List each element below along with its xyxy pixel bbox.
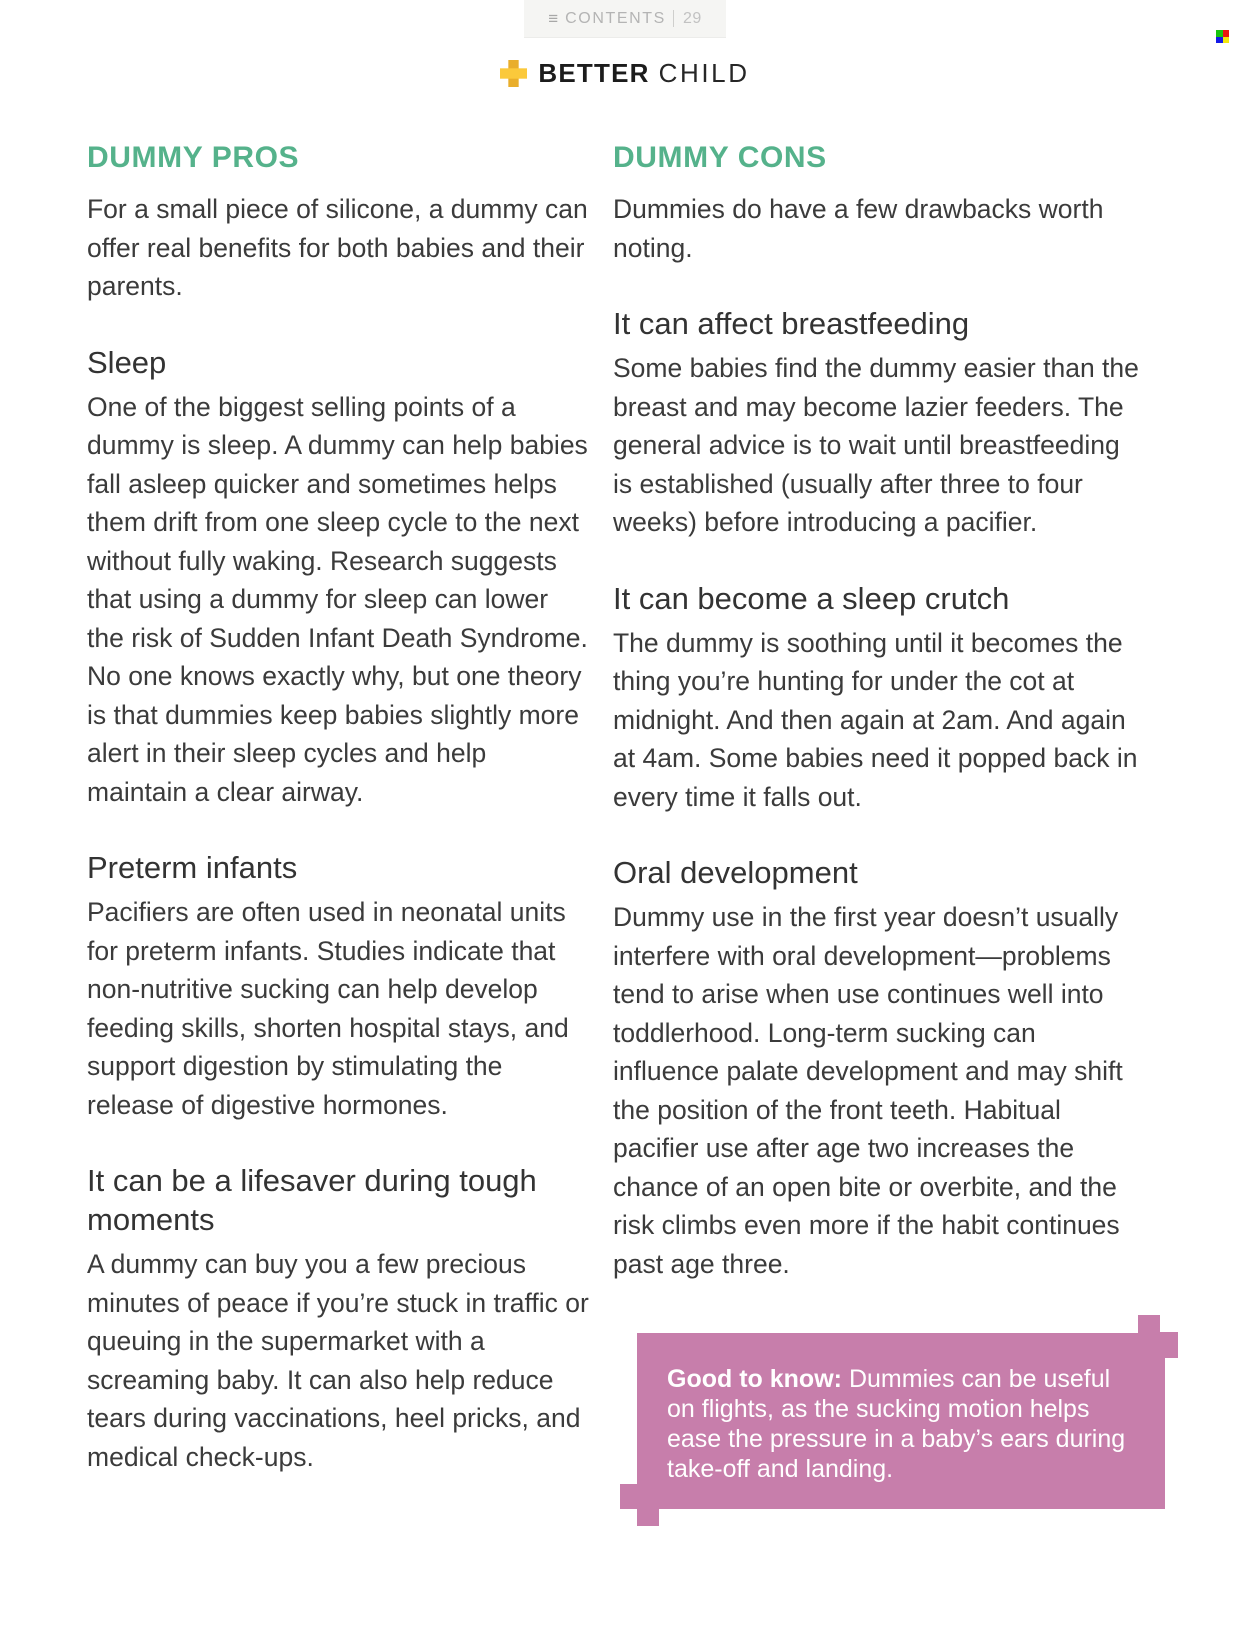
hamburger-icon: ≡ — [548, 8, 559, 28]
pros-heading: DUMMY PROS — [87, 141, 300, 174]
four-color-grid-icon — [1216, 30, 1229, 43]
cons-heading: DUMMY CONS — [613, 141, 827, 174]
pros-column — [87, 140, 592, 1476]
paragraph-lifesaver: A dummy can buy you a few precious minutes of peace if you’re stuck in traffic or queuing in the supermarket with a screaming baby. It can also help reduce tears during vaccinations, heel pricks, and medical check-ups. — [87, 1249, 589, 1472]
page-number: 29 — [682, 9, 702, 27]
logo — [0, 58, 1250, 92]
subhead-sleep: Sleep — [87, 344, 167, 380]
paragraph-preterm-infants: Pacifiers are often used in neonatal units for preterm infants. Studies indicate that non-nutritive sucking can help develop feeding skills, shorten hospital stays, and support digestion by stimulating the release of digestive hormones. — [87, 897, 569, 1120]
callout-text — [667, 1364, 1139, 1484]
contents-label: CONTENTS — [565, 9, 666, 27]
contents-divider — [673, 10, 674, 27]
logo-word-child: CHILD — [658, 58, 750, 88]
paragraph-sleep-crutch: The dummy is soothing until it becomes the thing you’re hunting for under the cot at midnight. And then again at 2am. And again at 4am. Some babies need it popped back in every time it falls out. — [613, 627, 1138, 812]
paragraph-oral-development: Dummy use in the first year doesn’t usually interfere with oral development—problems tend to arise when use continues well into toddlerhood. Long-term sucking can influence palate development and may shift the position of the front teeth. Habitual pacifier use after age two increases the chance of an open bite or overbite, and the risk climbs even more if the habit continues past age three. — [613, 902, 1123, 1279]
callout-label: Good to know: — [667, 1365, 842, 1393]
good-to-know-callout — [637, 1333, 1165, 1509]
paragraph-sleep: One of the biggest selling points of a dummy is sleep. A dummy can help babies fall asleep quicker and sometimes helps them drift from one sleep cycle to the next without fully waking. Research suggests that using a dummy for sleep can lower the risk of Sudden Infant Death Syndrome. No one knows exactly why, but one theory is that dummies keep babies slightly more alert in their sleep cycles and help maintain a clear airway. — [87, 391, 588, 807]
pros-intro: For a small piece of silicone, a dummy can offer real benefits for both babies and their parents. — [87, 194, 588, 301]
callout-corner-decoration — [620, 1484, 658, 1509]
subhead-sleep-crutch: It can become a sleep crutch — [613, 580, 1010, 616]
callout-body: Dummies can be useful on flights, as the sucking motion helps ease the pressure in a baby’s ears during take-off and landing. — [667, 1365, 1126, 1483]
cons-column — [613, 140, 1145, 1509]
cons-intro: Dummies do have a few drawbacks worth noting. — [613, 194, 1104, 263]
logo-word-better: BETTER — [538, 58, 650, 88]
grid-square-yellow — [1223, 37, 1230, 44]
subhead-lifesaver: It can be a lifesaver during tough moments — [87, 1163, 537, 1237]
paragraph-breastfeeding: Some babies find the dummy easier than the breast and may become lazier feeders. The general advice is to wait until breastfeeding is established (usually after three to four weeks) before introducing a pacifier. — [613, 353, 1139, 537]
subhead-oral-development: Oral development — [613, 855, 858, 890]
subhead-breastfeeding: It can affect breastfeeding — [613, 306, 970, 341]
subhead-preterm-infants: Preterm infants — [87, 850, 298, 885]
callout-corner-decoration — [1138, 1332, 1178, 1358]
plus-icon — [500, 60, 527, 87]
contents-button[interactable] — [524, 0, 726, 38]
